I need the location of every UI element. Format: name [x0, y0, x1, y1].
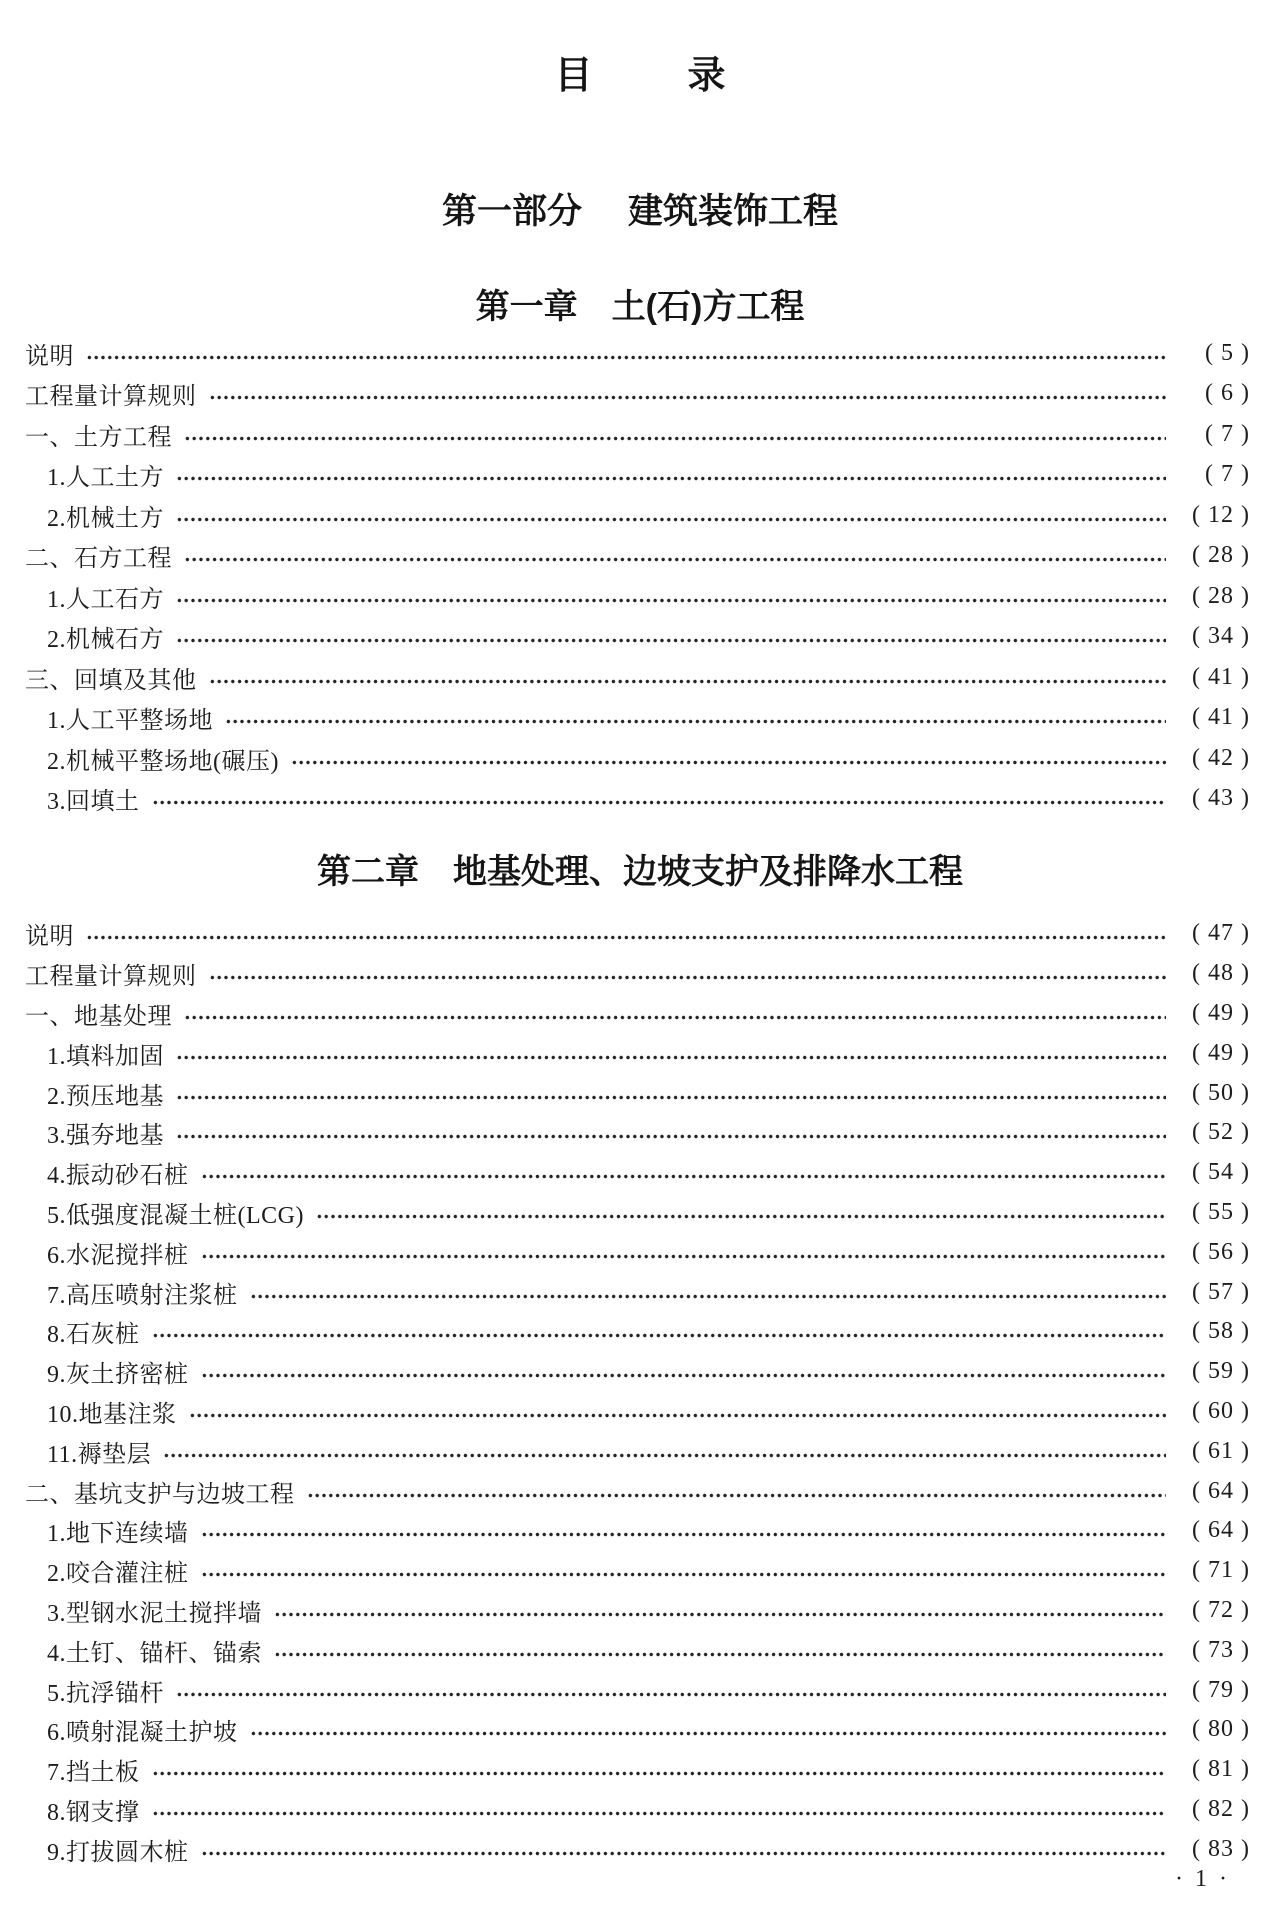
- toc-entry-page: ( 61 ): [1192, 1437, 1250, 1464]
- toc-entry-label: 1.人工石方: [47, 586, 164, 613]
- toc-leader-dots: [307, 1471, 1167, 1511]
- toc-entry-page: ( 55 ): [1192, 1198, 1250, 1225]
- toc-entry: [25, 1312, 1250, 1352]
- toc-leader-dots: [209, 954, 1167, 994]
- toc-entry-page: ( 54 ): [1192, 1159, 1250, 1186]
- toc-entry-page: ( 42 ): [1192, 744, 1250, 771]
- toc-entry: [25, 1710, 1250, 1750]
- toc-leader-dots: [86, 333, 1166, 374]
- toc-leader-dots: [176, 495, 1166, 536]
- toc-entry-label: 1.地下连续墙: [47, 1521, 189, 1548]
- chapter-1-heading-title: 土(石)方工程: [611, 288, 805, 326]
- toc-leader-dots: [176, 617, 1166, 658]
- toc-leader-dots: [152, 1750, 1167, 1790]
- document-title-char-right: 录: [687, 55, 726, 97]
- toc-entry: [25, 1073, 1250, 1113]
- toc-list-chapter-2: [25, 914, 1250, 1869]
- toc-entry-label: 说明: [25, 924, 74, 951]
- toc-leader-dots: [176, 576, 1166, 617]
- toc-leader-dots: [176, 1670, 1166, 1710]
- toc-leader-dots: [250, 1272, 1167, 1312]
- chapter-2-heading-prefix: 第二章: [317, 853, 419, 891]
- toc-entry-label: 3.回填土: [47, 789, 140, 816]
- toc-entry: [25, 1471, 1250, 1511]
- toc-entry-label: 1.填料加固: [47, 1043, 164, 1070]
- page-number-footer: · 1 ·: [1175, 1866, 1230, 1892]
- toc-leader-dots: [201, 1352, 1167, 1392]
- toc-entry-page: ( 7 ): [1205, 420, 1250, 447]
- toc-entry-label: 二、基坑支护与边坡工程: [25, 1481, 295, 1508]
- toc-entry-label: 4.土钉、锚杆、锚索: [47, 1640, 262, 1667]
- toc-entry-label: 工程量计算规则: [25, 384, 197, 411]
- toc-leader-dots: [86, 914, 1166, 954]
- toc-leader-dots: [201, 1232, 1167, 1272]
- toc-entry-label: 3.强夯地基: [47, 1123, 164, 1150]
- toc-entry: [25, 954, 1250, 994]
- toc-entry-label: 一、土方工程: [25, 424, 172, 451]
- toc-entry-page: ( 41 ): [1192, 704, 1250, 731]
- toc-entry-label: 1.人工土方: [47, 465, 164, 492]
- toc-entry: [25, 414, 1250, 455]
- part-heading-prefix: 第一部分: [441, 192, 582, 231]
- toc-entry: [25, 1551, 1250, 1591]
- toc-entry-label: 2.机械土方: [47, 505, 164, 532]
- toc-leader-dots: [274, 1591, 1166, 1631]
- toc-entry-label: 9.打拔圆木桩: [47, 1839, 189, 1866]
- toc-leader-dots: [201, 1551, 1167, 1591]
- toc-entry-label: 2.咬合灌注桩: [47, 1561, 189, 1588]
- toc-leader-dots: [176, 1073, 1166, 1113]
- toc-leader-dots: [274, 1630, 1166, 1670]
- toc-entry: [25, 1591, 1250, 1631]
- toc-leader-dots: [201, 1829, 1167, 1869]
- toc-entry-page: ( 58 ): [1192, 1318, 1250, 1345]
- toc-entry-page: ( 73 ): [1192, 1636, 1250, 1663]
- toc-leader-dots: [250, 1710, 1167, 1750]
- toc-entry-page: ( 83 ): [1192, 1835, 1250, 1862]
- toc-leader-dots: [201, 1511, 1167, 1551]
- toc-leader-dots: [209, 657, 1167, 698]
- toc-entry-label: 2.预压地基: [47, 1083, 164, 1110]
- toc-entry-label: 1.人工平整场地: [47, 708, 213, 735]
- toc-entry-page: ( 71 ): [1192, 1557, 1250, 1584]
- toc-entry-page: ( 72 ): [1192, 1596, 1250, 1623]
- toc-leader-dots: [209, 374, 1167, 415]
- toc-entry: [25, 1670, 1250, 1710]
- toc-entry: [25, 1272, 1250, 1312]
- toc-leader-dots: [225, 698, 1166, 739]
- toc-entry: [25, 738, 1250, 779]
- toc-entry: [25, 1232, 1250, 1272]
- toc-entry-label: 8.钢支撑: [47, 1799, 140, 1826]
- toc-entry-page: ( 56 ): [1192, 1238, 1250, 1265]
- toc-leader-dots: [152, 1790, 1167, 1830]
- toc-entry-page: ( 34 ): [1192, 623, 1250, 650]
- toc-entry: [25, 374, 1250, 415]
- toc-entry-page: ( 52 ): [1192, 1119, 1250, 1146]
- toc-entry-page: ( 64 ): [1192, 1477, 1250, 1504]
- toc-entry: [25, 1113, 1250, 1153]
- toc-entry: [25, 914, 1250, 954]
- toc-entry: [25, 1153, 1250, 1193]
- toc-entry: [25, 1829, 1250, 1869]
- toc-entry-page: ( 82 ): [1192, 1795, 1250, 1822]
- toc-entry: [25, 617, 1250, 658]
- toc-entry-page: ( 7 ): [1205, 461, 1250, 488]
- chapter-2-heading-title: 地基处理、边坡支护及排降水工程: [453, 853, 963, 891]
- toc-leader-dots: [189, 1392, 1167, 1432]
- toc-entry: [25, 1193, 1250, 1233]
- toc-entry: [25, 536, 1250, 577]
- toc-entry-label: 10.地基注浆: [47, 1401, 177, 1428]
- toc-entry: [25, 1750, 1250, 1790]
- toc-leader-dots: [152, 779, 1167, 820]
- toc-leader-dots: [152, 1312, 1167, 1352]
- toc-leader-dots: [184, 994, 1166, 1034]
- document-title: [0, 57, 1280, 95]
- toc-leader-dots: [176, 1113, 1166, 1153]
- toc-entry-page: ( 80 ): [1192, 1716, 1250, 1743]
- toc-entry-label: 6.水泥搅拌桩: [47, 1242, 189, 1269]
- toc-entry-page: ( 81 ): [1192, 1756, 1250, 1783]
- toc-entry-label: 4.振动砂石桩: [47, 1163, 189, 1190]
- toc-entry-page: ( 59 ): [1192, 1358, 1250, 1385]
- toc-list-chapter-1: [25, 333, 1250, 819]
- toc-entry-page: ( 79 ): [1192, 1676, 1250, 1703]
- toc-entry-page: ( 57 ): [1192, 1278, 1250, 1305]
- toc-leader-dots: [184, 536, 1166, 577]
- toc-entry: [25, 495, 1250, 536]
- toc-entry-label: 工程量计算规则: [25, 964, 197, 991]
- toc-leader-dots: [163, 1431, 1166, 1471]
- toc-entry-label: 三、回填及其他: [25, 667, 197, 694]
- toc-entry-label: 3.型钢水泥土搅拌墙: [47, 1600, 262, 1627]
- toc-leader-dots: [176, 1033, 1166, 1073]
- toc-entry-page: ( 6 ): [1205, 380, 1250, 407]
- toc-entry-page: ( 41 ): [1192, 663, 1250, 690]
- chapter-1-heading: [0, 290, 1280, 324]
- toc-entry-label: 2.机械平整场地(碾压): [47, 748, 279, 775]
- toc-entry-page: ( 28 ): [1192, 582, 1250, 609]
- part-heading: [0, 194, 1280, 229]
- toc-entry-page: ( 49 ): [1192, 1039, 1250, 1066]
- toc-entry-label: 7.高压喷射注浆桩: [47, 1282, 238, 1309]
- toc-entry-page: ( 50 ): [1192, 1079, 1250, 1106]
- toc-entry: [25, 1033, 1250, 1073]
- toc-entry: [25, 1352, 1250, 1392]
- document-title-char-left: 目: [554, 55, 593, 97]
- toc-entry-label: 9.灰土挤密桩: [47, 1362, 189, 1389]
- toc-entry: [25, 698, 1250, 739]
- toc-entry-label: 一、地基处理: [25, 1003, 172, 1030]
- toc-entry-page: ( 47 ): [1192, 920, 1250, 947]
- toc-entry-page: ( 5 ): [1205, 339, 1250, 366]
- toc-entry-label: 5.抗浮锚杆: [47, 1680, 164, 1707]
- toc-leader-dots: [291, 738, 1166, 779]
- toc-leader-dots: [201, 1153, 1167, 1193]
- toc-entry: [25, 779, 1250, 820]
- toc-entry-label: 2.机械石方: [47, 627, 164, 654]
- toc-entry: [25, 333, 1250, 374]
- toc-entry-label: 7.挡土板: [47, 1760, 140, 1787]
- toc-entry-page: ( 28 ): [1192, 542, 1250, 569]
- toc-entry: [25, 657, 1250, 698]
- toc-entry: [25, 1392, 1250, 1432]
- chapter-1-heading-prefix: 第一章: [475, 288, 578, 326]
- toc-entry: [25, 1511, 1250, 1551]
- toc-entry: [25, 994, 1250, 1034]
- toc-entry-label: 11.褥垫层: [47, 1441, 152, 1468]
- toc-leader-dots: [176, 455, 1166, 496]
- toc-entry: [25, 1431, 1250, 1471]
- toc-entry-label: 说明: [25, 343, 74, 370]
- toc-entry: [25, 1790, 1250, 1830]
- toc-entry-page: ( 12 ): [1192, 501, 1250, 528]
- toc-entry-page: ( 48 ): [1192, 960, 1250, 987]
- toc-entry-label: 8.石灰桩: [47, 1322, 140, 1349]
- toc-entry: [25, 1630, 1250, 1670]
- toc-entry-page: ( 49 ): [1192, 999, 1250, 1026]
- part-heading-title: 建筑装饰工程: [628, 192, 839, 231]
- toc-entry-page: ( 64 ): [1192, 1517, 1250, 1544]
- chapter-2-heading: [0, 855, 1280, 889]
- toc-entry-label: 6.喷射混凝土护坡: [47, 1720, 238, 1747]
- toc-entry-label: 二、石方工程: [25, 546, 172, 573]
- toc-leader-dots: [316, 1193, 1166, 1233]
- toc-leader-dots: [184, 414, 1166, 455]
- toc-entry-label: 5.低强度混凝土桩(LCG): [47, 1202, 304, 1229]
- toc-entry: [25, 455, 1250, 496]
- toc-entry-page: ( 60 ): [1192, 1397, 1250, 1424]
- toc-entry: [25, 576, 1250, 617]
- toc-entry-page: ( 43 ): [1192, 785, 1250, 812]
